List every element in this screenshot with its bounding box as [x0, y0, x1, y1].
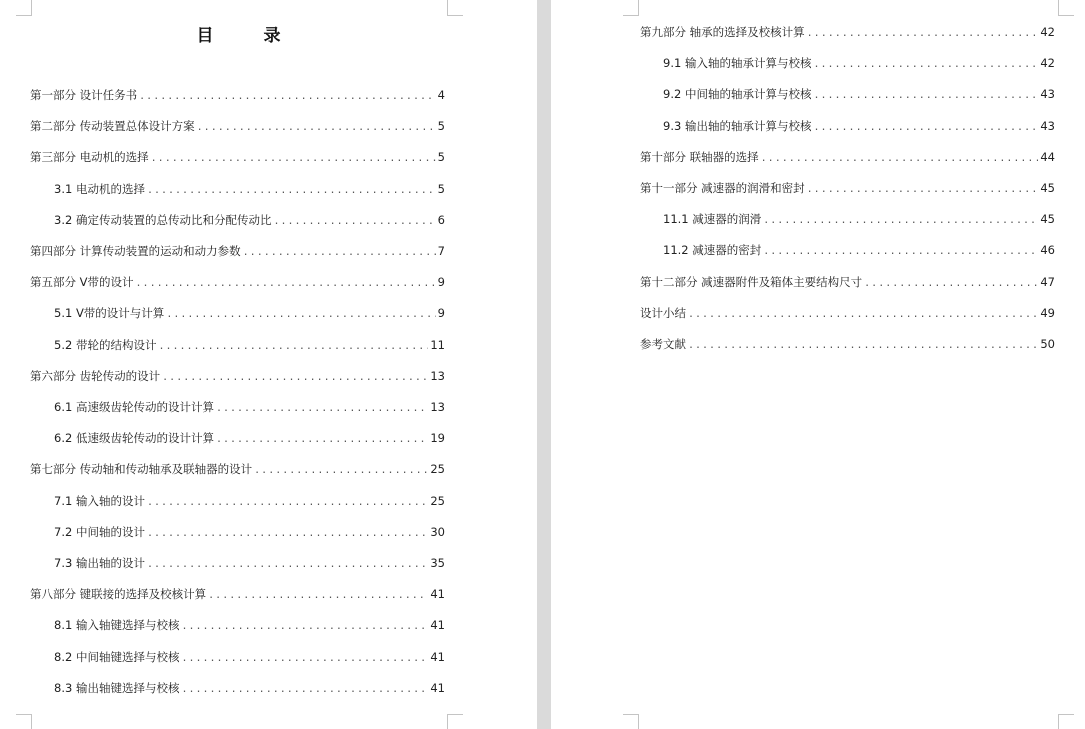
toc-entry-section[interactable] — [640, 181, 1055, 197]
toc-dot-leader — [864, 277, 1038, 291]
toc-entry-section[interactable] — [30, 244, 445, 260]
toc-dot-leader — [181, 620, 428, 634]
toc-dot-leader — [166, 308, 435, 322]
toc-dot-leader — [273, 215, 435, 229]
toc-entry-subsection[interactable] — [54, 650, 445, 666]
toc-entry-section[interactable] — [30, 275, 445, 291]
toc-dot-leader — [813, 121, 1038, 135]
toc-page-number: 5 — [437, 150, 445, 165]
toc-page-number: 41 — [430, 618, 445, 633]
toc-dot-leader — [208, 589, 428, 603]
toc-entry-label: 5.2 带轮的结构设计 — [54, 337, 157, 352]
toc-entry-label: 设计小结 — [640, 305, 686, 320]
toc-title: 目 录 — [196, 26, 303, 46]
toc-entry-label: 7.1 输入轴的设计 — [54, 493, 145, 508]
toc-entry-label: 参考文献 — [640, 337, 686, 351]
toc-dot-leader — [807, 183, 1039, 197]
toc-dot-leader — [136, 277, 436, 291]
toc-entry-subsection[interactable] — [54, 494, 445, 510]
toc-entry-subsection[interactable] — [54, 525, 445, 541]
toc-entry-label: 8.2 中间轴键选择与校核 — [54, 649, 180, 664]
toc-page-number: 42 — [1040, 25, 1055, 39]
toc-entry-subsection[interactable] — [663, 212, 1055, 228]
toc-page-number: 41 — [430, 680, 445, 695]
toc-entry-label: 9.2 中间轴的轴承计算与校核 — [663, 87, 812, 102]
toc-page-number: 7 — [437, 244, 445, 258]
toc-entry-label: 9.3 输出轴的轴承计算与校核 — [663, 118, 812, 133]
toc-entry-subsection[interactable] — [54, 681, 445, 697]
toc-page-number: 5 — [437, 181, 445, 196]
toc-entry-subsection[interactable] — [54, 338, 445, 354]
toc-page-number: 13 — [430, 400, 445, 414]
toc-entry-label: 7.3 输出轴的设计 — [54, 556, 145, 570]
toc-page-number: 9 — [437, 306, 445, 321]
toc-dot-leader — [147, 558, 428, 572]
toc-dot-leader — [688, 308, 1038, 322]
toc-entry-label: 第五部分 V带的设计 — [30, 275, 134, 290]
toc-entry-section[interactable] — [640, 337, 1055, 353]
toc-entry-label: 第六部分 齿轮传动的设计 — [30, 368, 161, 383]
toc-entry-label: 9.1 输入轴的轴承计算与校核 — [663, 56, 812, 71]
toc-page-number: 11 — [430, 337, 445, 352]
toc-entry-section[interactable] — [30, 462, 445, 478]
toc-dot-leader — [688, 339, 1038, 353]
toc-dot-leader — [181, 652, 428, 666]
toc-page-number: 19 — [430, 431, 445, 446]
toc-dot-leader — [761, 152, 1039, 166]
toc-entry-section[interactable] — [640, 275, 1055, 291]
toc-dot-leader — [243, 246, 436, 260]
toc-entry-label: 11.1 减速器的润滑 — [663, 212, 762, 227]
toc-page-number: 41 — [430, 649, 445, 664]
toc-entry-subsection[interactable] — [54, 182, 445, 198]
toc-dot-leader — [254, 464, 428, 478]
toc-page-number: 50 — [1040, 337, 1055, 351]
toc-entry-section[interactable] — [30, 88, 445, 104]
toc-entry-label: 第四部分 计算传动装置的运动和动力参数 — [30, 244, 241, 258]
toc-entry-section[interactable] — [640, 306, 1055, 322]
toc-entry-label: 第九部分 轴承的选择及校核计算 — [640, 25, 805, 39]
toc-page-number: 45 — [1040, 181, 1055, 195]
toc-entry-section[interactable] — [30, 119, 445, 135]
toc-entry-section[interactable] — [30, 587, 445, 603]
toc-page-number: 43 — [1040, 118, 1055, 133]
toc-entry-label: 3.2 确定传动装置的总传动比和分配传动比 — [54, 212, 272, 227]
toc-page-number: 35 — [430, 556, 445, 570]
toc-page-number: 6 — [437, 212, 445, 227]
toc-list-right — [551, 0, 1085, 729]
toc-dot-leader — [197, 121, 436, 135]
toc-page-number: 25 — [430, 462, 445, 477]
toc-dot-leader — [162, 371, 428, 385]
toc-entry-subsection[interactable] — [54, 431, 445, 447]
document-page-left — [0, 0, 537, 729]
toc-entry-subsection[interactable] — [54, 618, 445, 634]
toc-entry-label: 第二部分 传动装置总体设计方案 — [30, 119, 195, 134]
toc-entry-subsection[interactable] — [54, 306, 445, 322]
toc-entry-label: 7.2 中间轴的设计 — [54, 524, 145, 539]
toc-entry-subsection[interactable] — [663, 56, 1055, 72]
toc-entry-label: 第十二部分 减速器附件及箱体主要结构尺寸 — [640, 274, 863, 289]
toc-entry-subsection[interactable] — [54, 556, 445, 572]
toc-page-number: 44 — [1040, 149, 1055, 164]
toc-page-number: 43 — [1040, 87, 1055, 102]
toc-entry-subsection[interactable] — [54, 400, 445, 416]
toc-entry-section[interactable] — [640, 25, 1055, 41]
toc-entry-label: 11.2 减速器的密封 — [663, 243, 762, 258]
page-gutter — [537, 0, 551, 729]
toc-dot-leader — [158, 340, 428, 354]
toc-page-number: 13 — [430, 368, 445, 383]
toc-entry-label: 第七部分 传动轴和传动轴承及联轴器的设计 — [30, 462, 253, 477]
toc-page-number: 49 — [1040, 305, 1055, 320]
toc-entry-label: 8.1 输入轴键选择与校核 — [54, 618, 180, 633]
toc-entry-label: 6.2 低速级齿轮传动的设计计算 — [54, 431, 214, 446]
toc-entry-subsection[interactable] — [663, 87, 1055, 103]
toc-entry-label: 第十部分 联轴器的选择 — [640, 149, 759, 164]
toc-entry-label: 第十一部分 减速器的润滑和密封 — [640, 181, 805, 195]
document-page-right — [551, 0, 1085, 729]
toc-page-number: 41 — [430, 587, 445, 602]
toc-dot-leader — [763, 214, 1038, 228]
toc-entry-subsection[interactable] — [663, 243, 1055, 259]
toc-page-number: 30 — [430, 524, 445, 539]
toc-dot-leader — [147, 527, 428, 541]
toc-entry-label: 第三部分 电动机的选择 — [30, 150, 149, 165]
toc-dot-leader — [181, 683, 428, 697]
toc-dot-leader — [813, 58, 1038, 72]
toc-dot-leader — [139, 90, 436, 104]
toc-dot-leader — [813, 89, 1038, 103]
toc-entry-label: 6.1 高速级齿轮传动的设计计算 — [54, 400, 214, 414]
toc-page-number: 47 — [1040, 274, 1055, 289]
toc-entry-label: 第八部分 键联接的选择及校核计算 — [30, 587, 207, 602]
toc-entry-label: 8.3 输出轴键选择与校核 — [54, 680, 180, 695]
toc-entry-section[interactable] — [640, 150, 1055, 166]
toc-entry-label: 5.1 V带的设计与计算 — [54, 306, 165, 321]
toc-entry-subsection[interactable] — [54, 213, 445, 229]
toc-page-number: 5 — [437, 119, 445, 134]
toc-dot-leader — [763, 245, 1038, 259]
toc-dot-leader — [807, 27, 1039, 41]
toc-entry-section[interactable] — [30, 150, 445, 166]
toc-page-number: 42 — [1040, 56, 1055, 71]
toc-page-number: 46 — [1040, 243, 1055, 258]
toc-page-number: 25 — [430, 493, 445, 508]
toc-entry-section[interactable] — [30, 369, 445, 385]
toc-list-left — [0, 0, 537, 729]
toc-dot-leader — [216, 402, 428, 416]
toc-page-number: 9 — [437, 275, 445, 290]
toc-entry-subsection[interactable] — [663, 119, 1055, 135]
toc-entry-label: 第一部分 设计任务书 — [30, 88, 138, 102]
toc-page-number: 4 — [437, 88, 445, 102]
toc-dot-leader — [151, 152, 436, 166]
toc-dot-leader — [147, 496, 428, 510]
toc-page-number: 45 — [1040, 212, 1055, 227]
toc-dot-leader — [216, 433, 428, 447]
toc-dot-leader — [147, 184, 436, 198]
toc-entry-label: 3.1 电动机的选择 — [54, 181, 145, 196]
